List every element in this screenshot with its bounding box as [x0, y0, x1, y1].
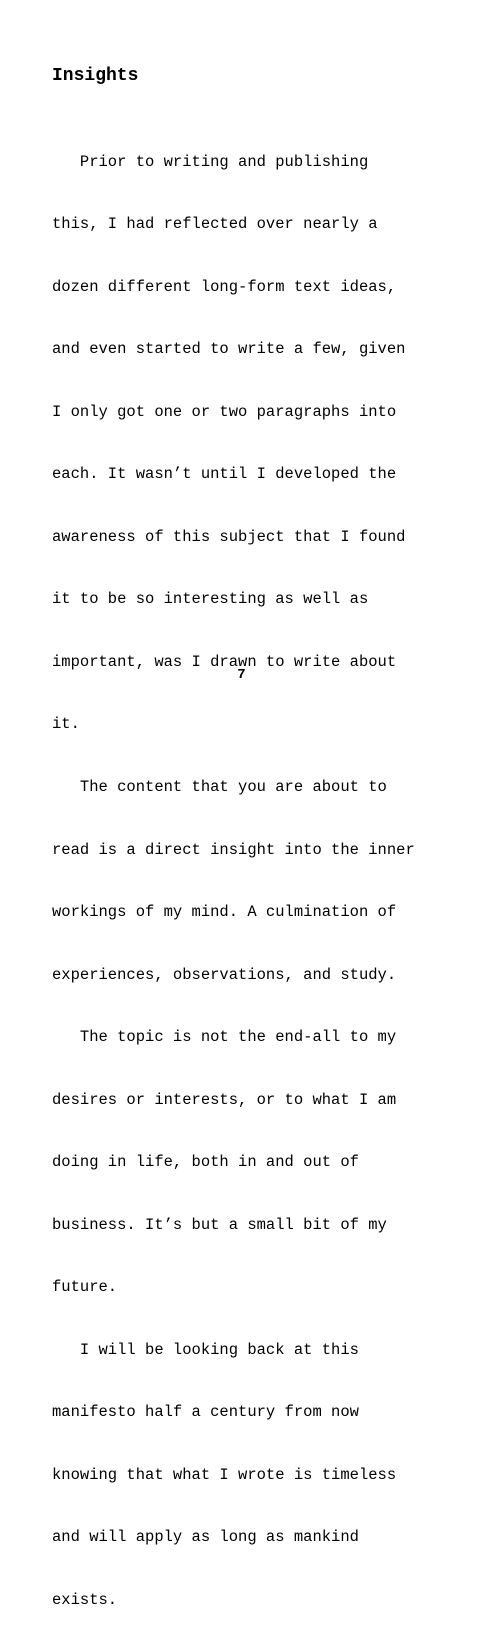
text-line: Prior to writing and publishing [52, 152, 369, 171]
text-line: The content that you are about to [52, 778, 387, 796]
text-line: and will apply as long as mankind [52, 1528, 359, 1547]
text-line: awareness of this subject that I found [52, 527, 406, 546]
text-line: read is a direct insight into the inner [52, 840, 415, 859]
text-line: important, was I drawn to write about [52, 652, 397, 671]
text-line: manifesto half a century from now [52, 1403, 359, 1422]
text-line: I will be looking back at this [52, 1340, 359, 1359]
text-line: experiences, observations, and study. [52, 965, 397, 984]
text-line: doing in life, both in and out of [52, 1153, 359, 1172]
text-line: it to be so interesting as well as [52, 590, 369, 609]
text-line: knowing that what I wrote is timeless [52, 1465, 397, 1484]
text-line: desires or interests, or to what I am [52, 1090, 397, 1109]
text-line: workings of my mind. A culmination of [52, 903, 397, 922]
text-line: it. [52, 715, 80, 734]
text-line: this, I had reflected over nearly a [52, 215, 378, 234]
text-line: I only got one or two paragraphs into [52, 402, 397, 421]
page-number: 7 [237, 667, 246, 683]
chapter-body [52, 110, 452, 1652]
text-line: The topic is not the end-all to my [52, 1028, 397, 1047]
text-line: and even started to write a few, given [52, 340, 406, 359]
text-line: business. It’s but a small bit of my [52, 1215, 387, 1234]
chapter-heading: Insights [52, 66, 139, 86]
text-line: future. [52, 1278, 118, 1297]
text-line: exists. [52, 1590, 118, 1609]
text-line: dozen different long-form text ideas, [52, 277, 397, 296]
text-line: each. It wasn’t until I developed the [52, 465, 397, 484]
